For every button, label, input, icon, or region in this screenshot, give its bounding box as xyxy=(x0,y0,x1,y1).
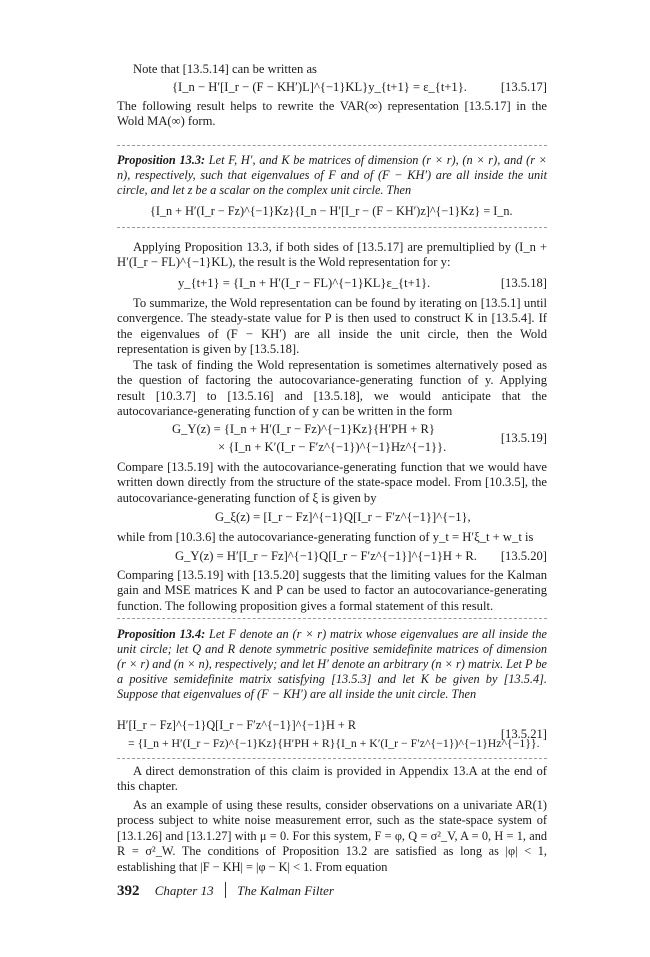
paragraph-intro: Note that [13.5.14] can be written as xyxy=(133,62,317,76)
page-number: 392 xyxy=(117,883,140,899)
paragraph-factoring: The task of finding the Wold representation is sometimes alternatively posed as the question of factoring the autocovariance-generating function of y. Applying result [10.3.7] to [13.5.16] and [13.5.18], we would anticipate that the autocovariance-generating function of y can be written in the form xyxy=(117,358,547,419)
paragraph-comparing: Comparing [13.5.19] with [13.5.20] suggests that the limiting values for the Kalman gain and MSE matrices K and P can be used to factor an autocovariance-generating function. The following proposition gives a formal statement of this result. xyxy=(117,568,547,613)
equation-number-13-5-21: [13.5.21] xyxy=(500,727,547,741)
equation-number-13-5-18: [13.5.18] xyxy=(500,276,547,290)
proposition-13-3-heading: Proposition 13.3: xyxy=(117,153,206,167)
proposition-13-4 xyxy=(117,627,547,702)
divider-bottom-prop-13-3 xyxy=(117,227,547,228)
equation-13-5-17: {I_n − H′[I_r − (F − KH′)L]^{−1}KL}y_{t+1} = ε_{t+1}. xyxy=(172,80,467,94)
equation-number-13-5-19: [13.5.19] xyxy=(500,431,547,445)
proposition-13-4-heading: Proposition 13.4: xyxy=(117,627,206,641)
equation-13-5-19-line2: × {I_n + K′(I_r − F′z^{−1})^{−1}Hz^{−1}}. xyxy=(218,440,447,454)
paragraph-y-acgf: while from [10.3.6] the autocovariance-generating function of y_t = H′ξ_t + w_t is xyxy=(117,530,534,544)
equation-13-5-21-line1: H′[I_r − Fz]^{−1}Q[I_r − F′z^{−1}]^{−1}H + R xyxy=(117,718,356,732)
equation-13-5-18: y_{t+1} = {I_n + H′(I_r − FL)^{−1}KL}ε_{t+1}. xyxy=(178,276,431,290)
proposition-13-3-equation: {I_n + H′(I_r − Fz)^{−1}Kz}{I_n − H′[I_r − (F − KH′)z]^{−1}Kz} = I_n. xyxy=(150,204,513,218)
equation-13-5-19-line1: G_Y(z) = {I_n + H′(I_r − Fz)^{−1}Kz}{H′PH + R} xyxy=(172,422,435,436)
paragraph-compare: Compare [13.5.19] with the autocovariance-generating function that we would have written down directly from the structure of the state-space model. From [10.3.5], the autocovariance-generating function of ξ is given by xyxy=(117,460,547,505)
equation-number-13-5-17: [13.5.17] xyxy=(500,80,547,94)
equation-13-5-20: G_Y(z) = H′[I_r − Fz]^{−1}Q[I_r − F′z^{−1}]^{−1}H + R. xyxy=(175,549,477,563)
paragraph-ar1-example: As an example of using these results, consider observations on a univariate AR(1) process subject to white noise measurement error, such as the state-space system of [13.1.26] and [13.1.27] with μ = 0. For this system, F = φ, Q = σ²_V, A = 0, H = 1, and R = σ²_W. The conditions of Proposition 13.2 are satisfied as long as |φ| < 1, establishing that |F − KH| = |φ − K| < 1. From equation xyxy=(117,798,547,874)
equation-xi-acgf: G_ξ(z) = [I_r − Fz]^{−1}Q[I_r − F′z^{−1}]^{−1}, xyxy=(215,510,471,524)
divider-top-prop-13-3 xyxy=(117,145,547,146)
paragraph-appendix: A direct demonstration of this claim is provided in Appendix 13.A at the end of this chapter. xyxy=(117,764,547,794)
proposition-13-3 xyxy=(117,153,547,198)
footer-chapter: Chapter 13 xyxy=(154,883,214,898)
divider-top-prop-13-4 xyxy=(117,618,547,619)
paragraph-var-to-ma: The following result helps to rewrite the VAR(∞) representation [13.5.17] in the Wold MA(∞) form. xyxy=(117,99,547,129)
equation-13-5-21-line2: = {I_n + H′(I_r − Fz)^{−1}Kz}{H′PH + R}{I_n + K′(I_r − F′z^{−1})^{−1}Hz^{−1}}. xyxy=(128,736,540,750)
divider-bottom-prop-13-4 xyxy=(117,758,547,759)
proposition-13-4-text: Let F denote an (r × r) matrix whose eigenvalues are all inside the unit circle; let Q and R denote symmetric positive semidefinite matrices of dimension (r × r) and (n × n), respectively; and let H′ denote an arbitrary (n × r) matrix. Let P be a positive semidefinite matrix satisfying [13.5.3] and let K be given by [13.5.4]. Suppose that eigenvalues of (F − KH′) are all inside the unit circle. Then xyxy=(117,627,547,701)
paragraph-summarize: To summarize, the Wold representation can be found by iterating on [13.5.1] until convergence. The steady-state value for P is then used to construct K in [13.5.4]. If the eigenvalues of (F − KH′) are all inside the unit circle, then the Wold representation is given by [13.5.18]. xyxy=(117,296,547,357)
footer-chapter-title: The Kalman Filter xyxy=(237,883,334,898)
equation-number-13-5-20: [13.5.20] xyxy=(500,549,547,563)
footer-separator xyxy=(225,882,226,898)
proposition-13-3-text: Let F, H′, and K be matrices of dimension (r × r), (n × r), and (r × n), respectively, such that eigenvalues of F and of (F − KH′) are all inside the unit circle, and let z be a scalar on the complex unit circle. Then xyxy=(117,153,547,197)
page-footer xyxy=(117,882,334,900)
paragraph-applying-prop: Applying Proposition 13.3, if both sides of [13.5.17] are premultiplied by (I_n + H′(I_r − FL)^{−1}KL), the result is the Wold representation for y: xyxy=(117,240,547,270)
